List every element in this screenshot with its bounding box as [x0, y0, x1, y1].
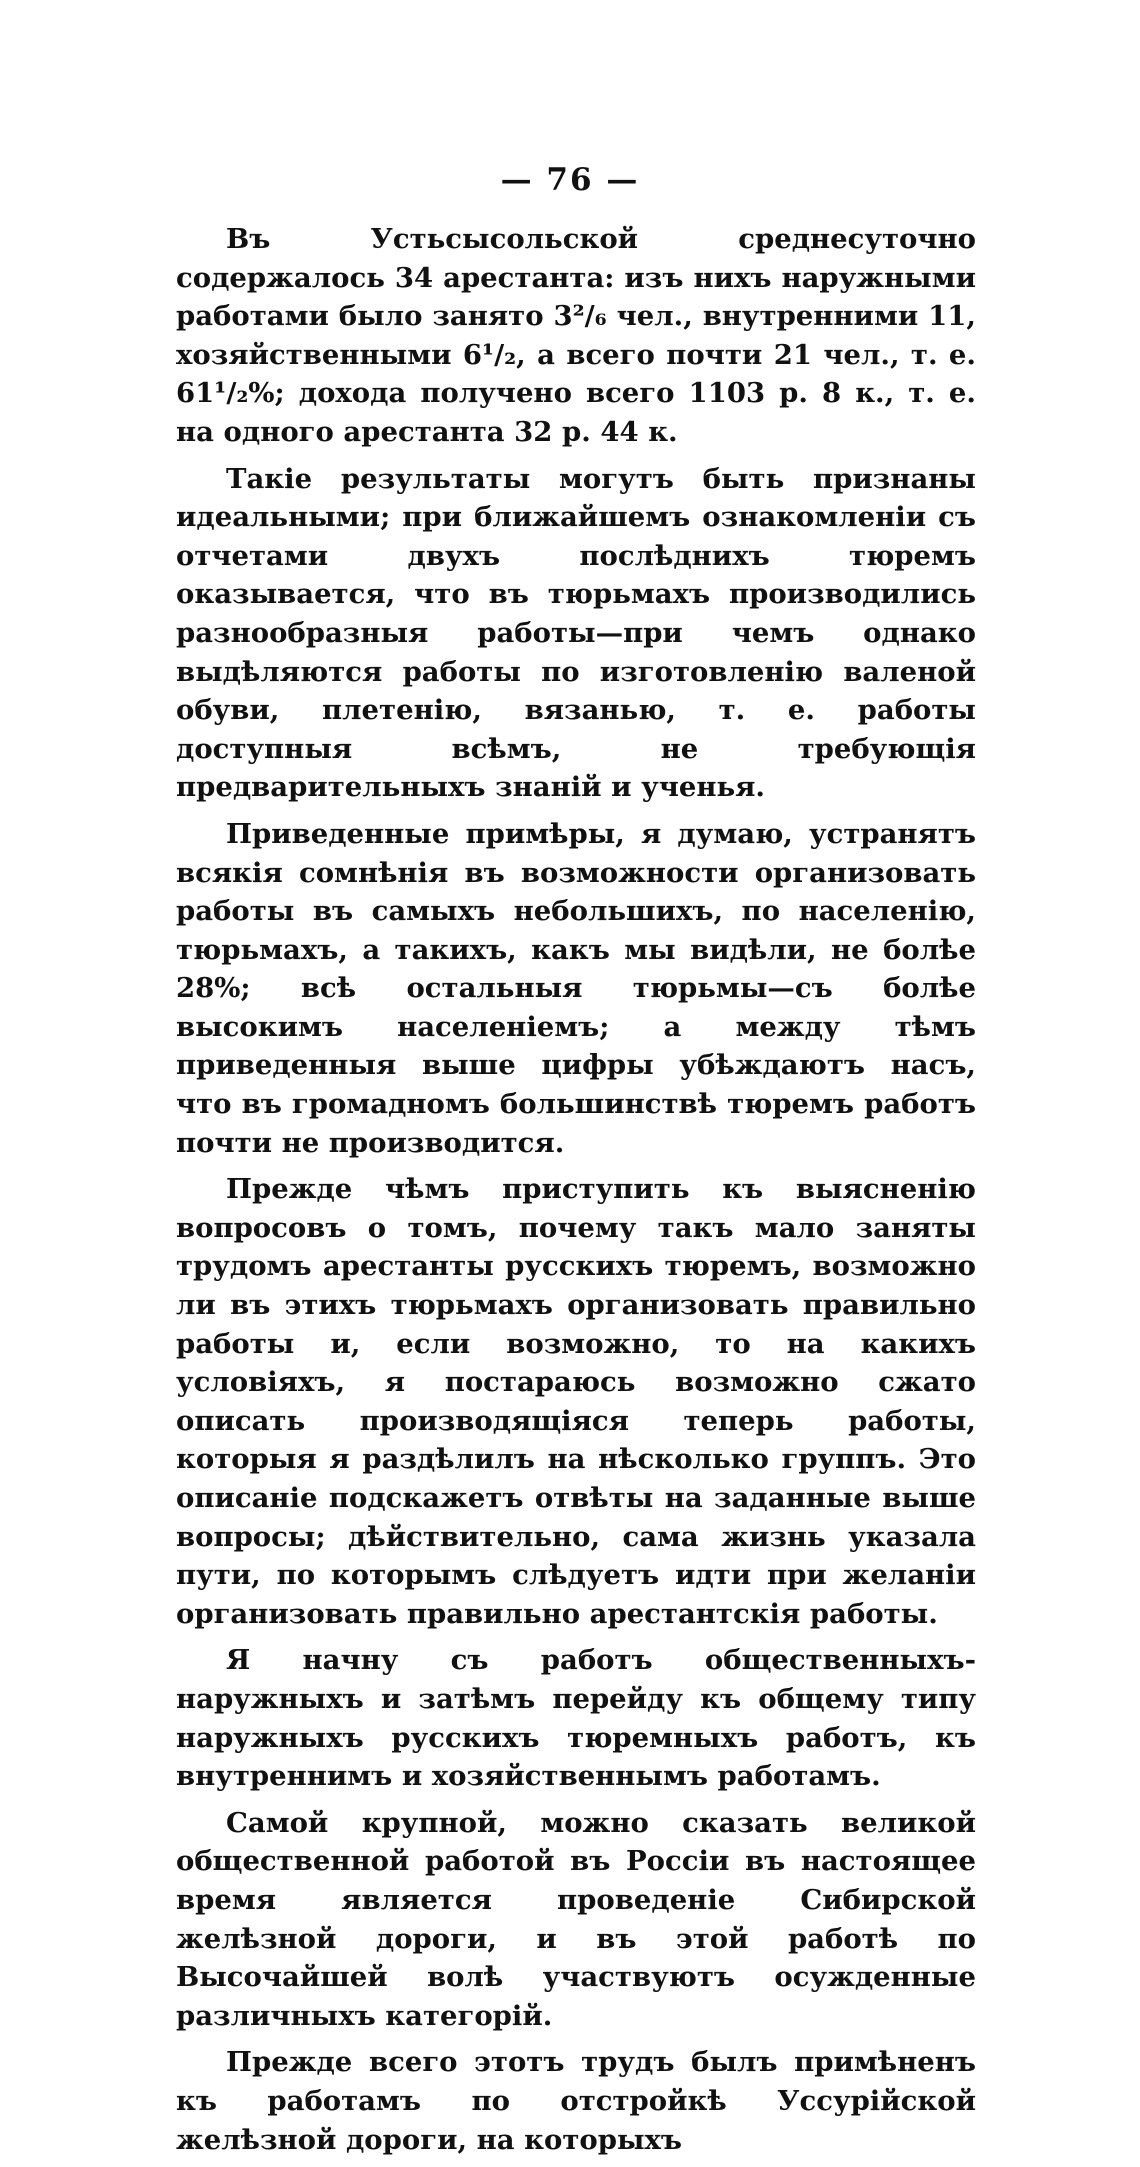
paragraph-2: Такiе результаты могутъ быть признаны идеальными; при ближайшемъ ознакомленiи съ отчетами двухъ послѣднихъ тюремъ оказывается, что въ тюрьмахъ производились разнообразныя работы—при чемъ однако выдѣляются работы по изготовленiю валеной обуви, плетенiю, вязанью, т. е. работы доступныя всѣмъ, не требующiя предварительныхъ знанiй и ученья. [176, 462, 976, 804]
paragraph-6: Самой крупной, можно сказать великой общественной работой въ Россiи въ настоящее время является проведенiе Сибирской желѣзной дороги, и въ этой работѣ по Высочайшей волѣ участвуютъ осужденные различныхъ категорiй. [176, 1806, 976, 2032]
paragraph-4: Прежде чѣмъ приступить къ выясненiю вопросовъ о томъ, почему такъ мало заняты трудомъ арестанты русскихъ тюремъ, возможно ли въ этихъ тюрьмахъ организовать правильно работы и, если возможно, то на какихъ условiяхъ, я постараюсь возможно сжато описать производящiяся теперь работы, которыя я раздѣлилъ на нѣсколько группъ. Это описанiе подскажетъ отвѣты на заданные выше вопросы; дѣйствительно, сама жизнь указала пути, по которымъ слѣдуетъ идти при желанiи организовать правильно арестантскiя работы. [176, 1173, 976, 1630]
paragraph-1: Въ Устьсысольской среднесуточно содержалось 34 арестанта: изъ нихъ наружными работами было занято 3²/₆ чел., внутренними 11, хозяйственными 6¹/₂, а всего почти 21 чел., т. е. 61¹/₂%; дохода получено всего 1103 р. 8 к., т. е. на одного арестанта 32 р. 44 к. [176, 223, 976, 448]
paragraph-7: Прежде всего этотъ трудъ былъ примѣненъ къ работамъ по отстройкѣ Уссурiйской желѣзной дороги, на которыхъ [176, 2046, 976, 2156]
paragraph-3: Приведенные примѣры, я думаю, устранятъ всякiя сомнѣнiя въ возможности организовать работы въ самыхъ небольшихъ, по населенiю, тюрьмахъ, а такихъ, какъ мы видѣли, не болѣе 28%; всѣ остальныя тюрьмы—съ болѣе высокимъ населенiемъ; а между тѣмъ приведенныя выше цифры убѣждаютъ насъ, что въ громадномъ большинствѣ тюремъ работъ почти не производится. [176, 817, 976, 1159]
body-text [176, 220, 976, 2167]
paragraph-5: Я начну съ работъ общественныхъ-наружныхъ и затѣмъ перейду къ общему типу наружныхъ русскихъ тюремныхъ работъ, къ внутреннимъ и хозяйственнымъ работамъ. [176, 1644, 976, 1793]
page-number: — 76 — [500, 162, 640, 198]
